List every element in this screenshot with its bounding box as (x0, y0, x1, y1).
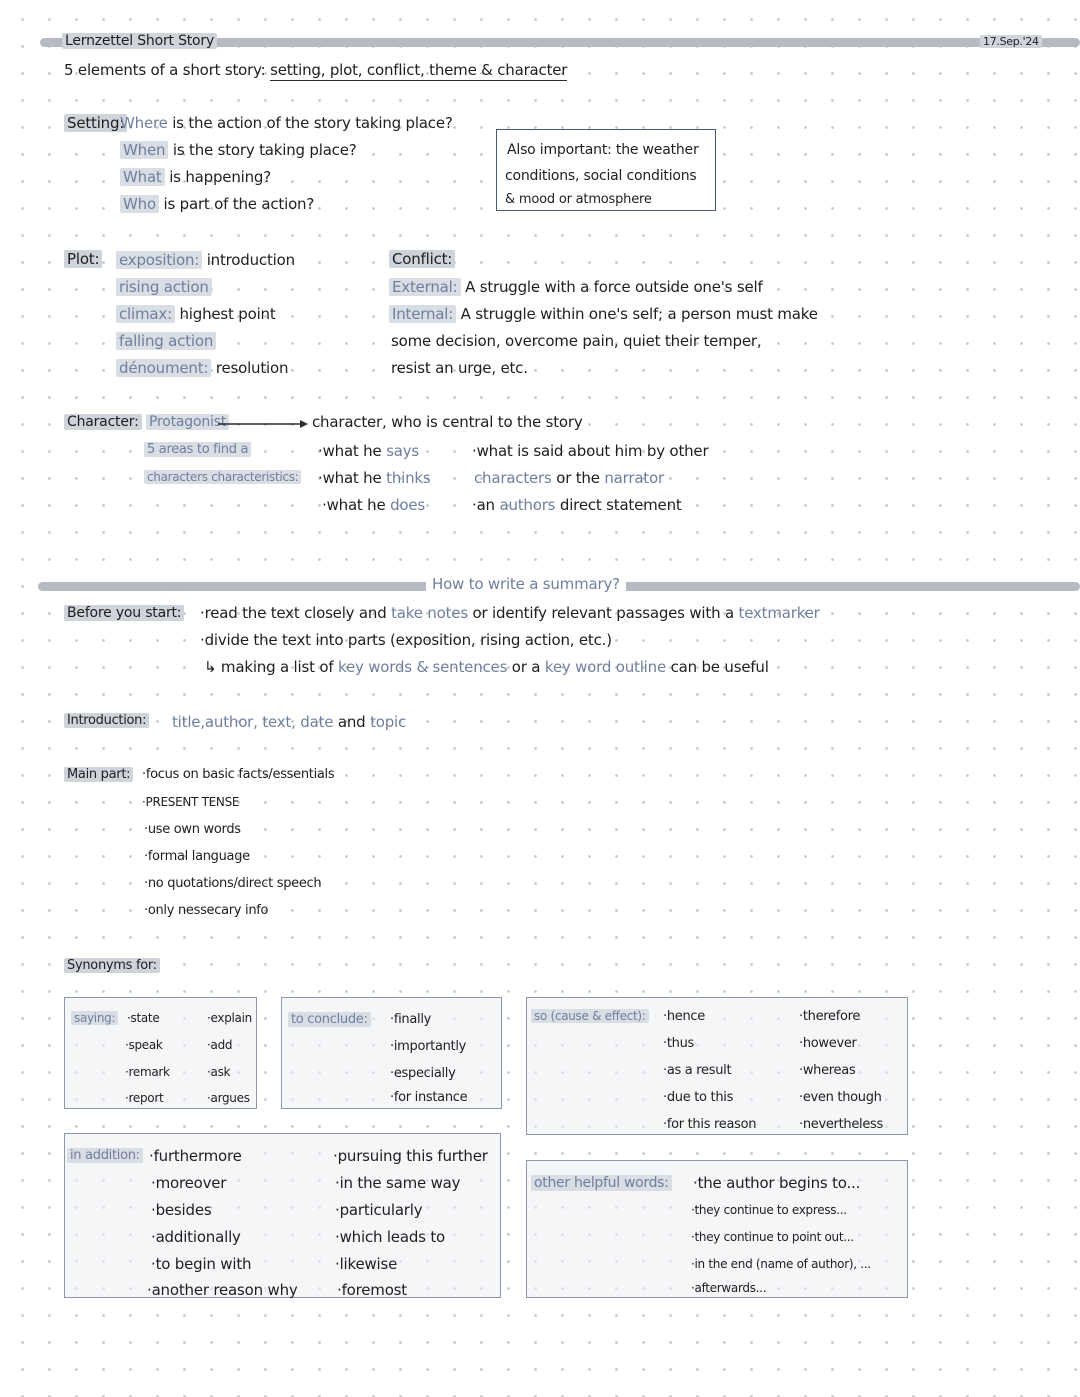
character-right-line: ·what is said about him by other (472, 442, 709, 460)
introduction-items (172, 713, 406, 731)
setting-row (120, 195, 314, 213)
conflict-internal (389, 305, 818, 323)
before-text: can be useful (670, 658, 769, 676)
right-direct: direct statement (559, 496, 682, 514)
conclude-item: ·for instance (390, 1090, 468, 1105)
conflict-label: Conflict: (389, 250, 455, 268)
saying-item: ·report (125, 1091, 164, 1105)
before-line (204, 658, 769, 676)
cause-item: ·thus (663, 1036, 694, 1051)
before-keyword: key words & sentences (338, 658, 508, 676)
addition-item: ·foremost (337, 1281, 407, 1299)
setting-question-word: What (120, 168, 165, 186)
elements-prefix: 5 elements of a short story: (64, 61, 266, 79)
conclude-term: to conclude: (288, 1012, 371, 1027)
setting-question-rest: is the story taking place? (172, 141, 357, 159)
intro-item: text, (262, 713, 296, 731)
character-mid-item (318, 469, 430, 487)
saying-item: ·ask (207, 1065, 231, 1079)
character-mid-item (318, 442, 419, 460)
main-part-item: ·only nessecary info (144, 903, 269, 918)
cause-item: ·for this reason (663, 1117, 757, 1132)
cause-item: ·hence (663, 1009, 705, 1024)
setting-note-line: conditions, social conditions (505, 168, 697, 184)
before-text: or identify relevant passages with a (472, 604, 734, 622)
cause-item: ·as a result (663, 1063, 732, 1078)
setting-label: Setting: (64, 114, 127, 132)
right-characters: characters (474, 469, 552, 487)
cause-item: ·therefore (799, 1009, 861, 1024)
addition-item: ·particularly (335, 1201, 423, 1219)
before-keyword: key word outline (544, 658, 666, 676)
saying-item: ·state (127, 1011, 160, 1025)
main-part-item: ·use own words (144, 822, 241, 837)
addition-item: ·in the same way (335, 1174, 461, 1192)
conflict-external-desc: A struggle with a force outside one's self (465, 278, 763, 296)
mid-item-pre: ·what he (318, 442, 382, 460)
plot-row (116, 359, 288, 377)
main-part-item: ·PRESENT TENSE (142, 795, 240, 809)
synonyms-saying-box (64, 997, 257, 1109)
mid-item-pre: ·what he (322, 496, 386, 514)
conclude-item: ·finally (390, 1012, 432, 1027)
intro-item: title, (172, 713, 205, 731)
areas-line-1: 5 areas to find a (144, 442, 251, 457)
plot-row (116, 251, 295, 269)
mid-item-pre: ·what he (318, 469, 382, 487)
setting-row (120, 168, 271, 186)
cause-term: so (cause & effect): (531, 1009, 649, 1023)
addition-item: ·to begin with (151, 1255, 252, 1273)
saying-item: ·speak (125, 1038, 163, 1052)
character-mid-item (322, 496, 425, 514)
conflict-external (389, 278, 763, 296)
character-label: Character: (64, 414, 142, 430)
synonyms-other-box (526, 1160, 908, 1298)
other-item: ·in the end (name of author), ... (691, 1257, 871, 1271)
mid-item-key: thinks (386, 469, 431, 487)
synonyms-addition-box (64, 1133, 501, 1298)
setting-row (120, 114, 453, 132)
setting-question-word: Where (120, 114, 168, 132)
before-line: ·divide the text into parts (exposition, rising action, etc.) (200, 631, 612, 649)
before-text: ·read the text closely and (200, 604, 387, 622)
conflict-internal-cont: some decision, overcome pain, quiet their temper, (391, 332, 762, 350)
synonyms-cause-box (526, 997, 908, 1135)
page-date: 17.Sep.'24 (980, 35, 1042, 48)
cause-item: ·even though (799, 1090, 882, 1105)
cause-item: ·nevertheless (799, 1117, 883, 1132)
plot-row (116, 305, 276, 323)
conflict-external-term: External: (389, 278, 461, 296)
areas-line-2: characters characteristics: (144, 470, 301, 484)
plot-term: dénoument: (116, 359, 211, 377)
addition-item: ·pursuing this further (333, 1147, 488, 1165)
setting-question-rest: is the action of the story taking place? (172, 114, 453, 132)
character-right-line (474, 469, 664, 487)
saying-item: ·add (207, 1038, 233, 1052)
conclude-item: ·especially (390, 1066, 456, 1081)
setting-question-word: When (120, 141, 168, 159)
elements-line (64, 61, 567, 79)
addition-item: ·moreover (151, 1174, 227, 1192)
plot-desc: introduction (206, 251, 295, 269)
synonyms-label: Synonyms for: (64, 958, 160, 973)
other-item: ·they continue to express... (691, 1203, 847, 1217)
addition-item: ·furthermore (149, 1147, 242, 1165)
right-an: ·an (472, 496, 495, 514)
mid-item-key: says (386, 442, 420, 460)
introduction-label: Introduction: (64, 713, 149, 728)
cause-item: ·due to this (663, 1090, 734, 1105)
conflict-internal-cont: resist an urge, etc. (391, 359, 528, 377)
setting-note-line: & mood or atmosphere (505, 192, 652, 207)
right-authors: authors (499, 496, 556, 514)
conclude-item: ·importantly (390, 1039, 467, 1054)
before-line (200, 604, 820, 622)
addition-item: ·likewise (335, 1255, 398, 1273)
plot-row (116, 278, 212, 296)
plot-desc: resolution (215, 359, 289, 377)
plot-desc: highest point (179, 305, 276, 323)
setting-question-word: Who (120, 195, 159, 213)
intro-topic: topic (370, 713, 407, 731)
saying-item: ·explain (207, 1011, 252, 1025)
conflict-internal-term: Internal: (389, 305, 456, 323)
other-term: other helpful words: (531, 1175, 672, 1191)
page-title: Lernzettel Short Story (62, 33, 217, 49)
cause-item: ·whereas (799, 1063, 856, 1078)
addition-item: ·another reason why (147, 1281, 298, 1299)
saying-item: ·argues (207, 1091, 250, 1105)
before-label: Before you start: (64, 605, 184, 621)
addition-item: ·besides (151, 1201, 212, 1219)
before-text: ↳ making a list of (204, 658, 334, 676)
right-or-the: or the (556, 469, 600, 487)
addition-item: ·which leads to (335, 1228, 445, 1246)
elements-list: setting, plot, conflict, theme & character (270, 61, 568, 79)
before-text: or a (511, 658, 541, 676)
other-item: ·afterwards... (691, 1281, 767, 1295)
plot-row (116, 332, 216, 350)
setting-note-line: Also important: the weather (507, 142, 699, 158)
saying-item: ·remark (125, 1065, 170, 1079)
plot-term: falling action (116, 332, 216, 350)
setting-row (120, 141, 357, 159)
protagonist-term: Protagonist (146, 414, 229, 430)
addition-item: ·additionally (151, 1228, 241, 1246)
protagonist-definition: character, who is central to the story (312, 413, 583, 431)
plot-term: exposition: (116, 251, 202, 269)
mid-item-key: does (390, 496, 426, 514)
cause-item: ·however (799, 1036, 857, 1051)
character-right-line (472, 496, 682, 514)
before-keyword: take notes (391, 604, 468, 622)
saying-term: saying: (71, 1011, 118, 1025)
intro-item: author, (204, 713, 258, 731)
plot-term: climax: (116, 305, 175, 323)
main-part-item: ·no quotations/direct speech (144, 876, 322, 891)
intro-item: date (300, 713, 334, 731)
setting-note-box (496, 129, 716, 211)
synonyms-conclude-box (281, 997, 502, 1109)
other-item: ·the author begins to... (693, 1174, 861, 1192)
main-part-item: ·focus on basic facts/essentials (142, 767, 335, 782)
right-narrator: narrator (604, 469, 664, 487)
intro-and: and (337, 713, 366, 731)
other-item: ·they continue to point out... (691, 1230, 854, 1244)
addition-term: in addition: (67, 1148, 143, 1163)
plot-term: rising action (116, 278, 212, 296)
setting-question-rest: is happening? (169, 168, 271, 186)
conflict-internal-desc: A struggle within one's self; a person must make (460, 305, 818, 323)
main-part-item: ·formal language (144, 849, 250, 864)
before-keyword: textmarker (738, 604, 820, 622)
summary-heading: How to write a summary? (426, 575, 626, 593)
plot-label: Plot: (64, 250, 102, 268)
arrow-right-icon (218, 418, 308, 430)
main-part-label: Main part: (64, 767, 133, 782)
setting-question-rest: is part of the action? (163, 195, 315, 213)
